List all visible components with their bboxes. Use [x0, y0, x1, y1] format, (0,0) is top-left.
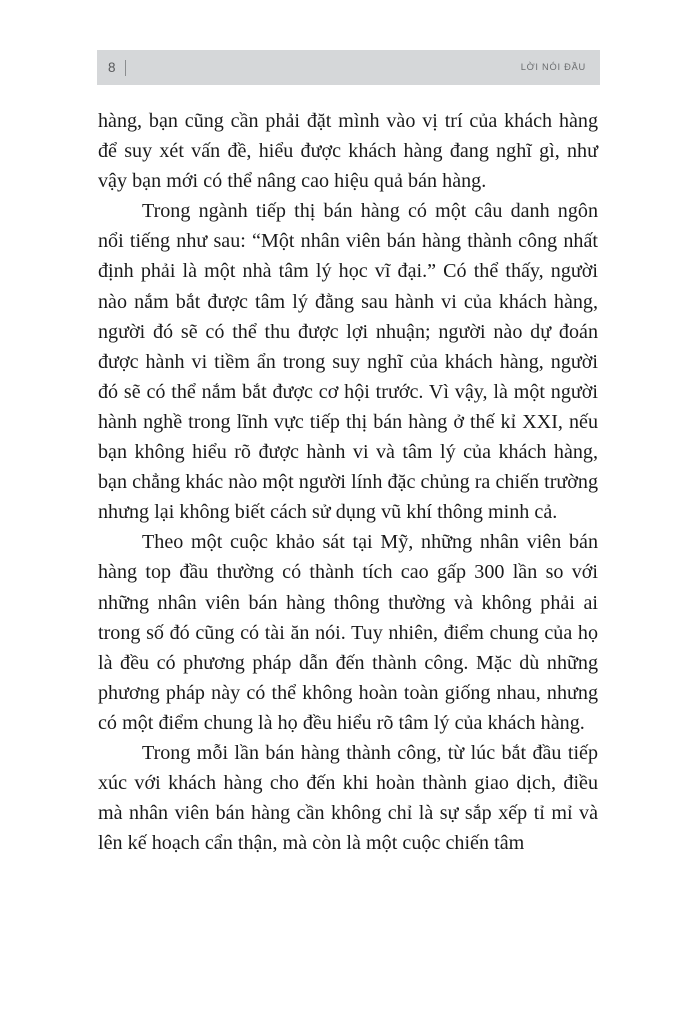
vertical-rule-divider	[125, 60, 126, 76]
page-number: 8	[108, 59, 116, 75]
paragraph: Trong mỗi lần bán hàng thành công, từ lúc bắt đầu tiếp xúc với khách hàng cho đến khi hoàn thành giao dịch, điều mà nhân viên bán hàng cần không chỉ là sự sắp xếp tỉ mỉ và lên kế hoạch cẩn thận, mà còn là một cuộc chiến tâm	[98, 741, 598, 855]
running-header	[97, 50, 600, 85]
paragraph: Theo một cuộc khảo sát tại Mỹ, những nhân viên bán hàng top đầu thường có thành tích cao gấp 300 lần so với những nhân viên bán hàng thông thường và không phải ai trong số đó cũng có tài ăn nói. Tuy nhiên, điểm chung của họ là đều có phương pháp dẫn đến thành công. Mặc dù những phương pháp này có thể không hoàn toàn giống nhau, nhưng có một điểm chung là họ đều hiểu rõ tâm lý của khách hàng.	[98, 531, 598, 734]
header-section-title: LỜI NÓI ĐẦU	[520, 61, 586, 72]
paragraph: hàng, bạn cũng cần phải đặt mình vào vị trí của khách hàng để suy xét vấn đề, hiểu được khách hàng đang nghĩ gì, như vậy bạn mới có thể nâng cao hiệu quả bán hàng.	[98, 110, 598, 193]
paragraph: Trong ngành tiếp thị bán hàng có một câu danh ngôn nổi tiếng như sau: “Một nhân viên bán hàng thành công nhất định phải là một nhà tâm lý học vĩ đại.” Có thể thấy, người nào nắm bắt được tâm lý đằng sau hành vi của khách hàng, người đó sẽ có thể thu được lợi nhuận; người nào dự đoán được hành vi tiềm ẩn trong suy nghĩ của khách hàng, người đó sẽ có thể nắm bắt được cơ hội trước. Vì vậy, là một người hành nghề trong lĩnh vực tiếp thị bán hàng ở thế kỉ XXI, nếu bạn không hiểu rõ được hành vi và tâm lý của khách hàng, bạn chẳng khác nào một người lính đặc chủng ra chiến trường nhưng lại không biết cách sử dụng vũ khí thông minh cả.	[98, 200, 598, 524]
body-text-column	[98, 106, 598, 858]
folio-group	[108, 60, 126, 76]
